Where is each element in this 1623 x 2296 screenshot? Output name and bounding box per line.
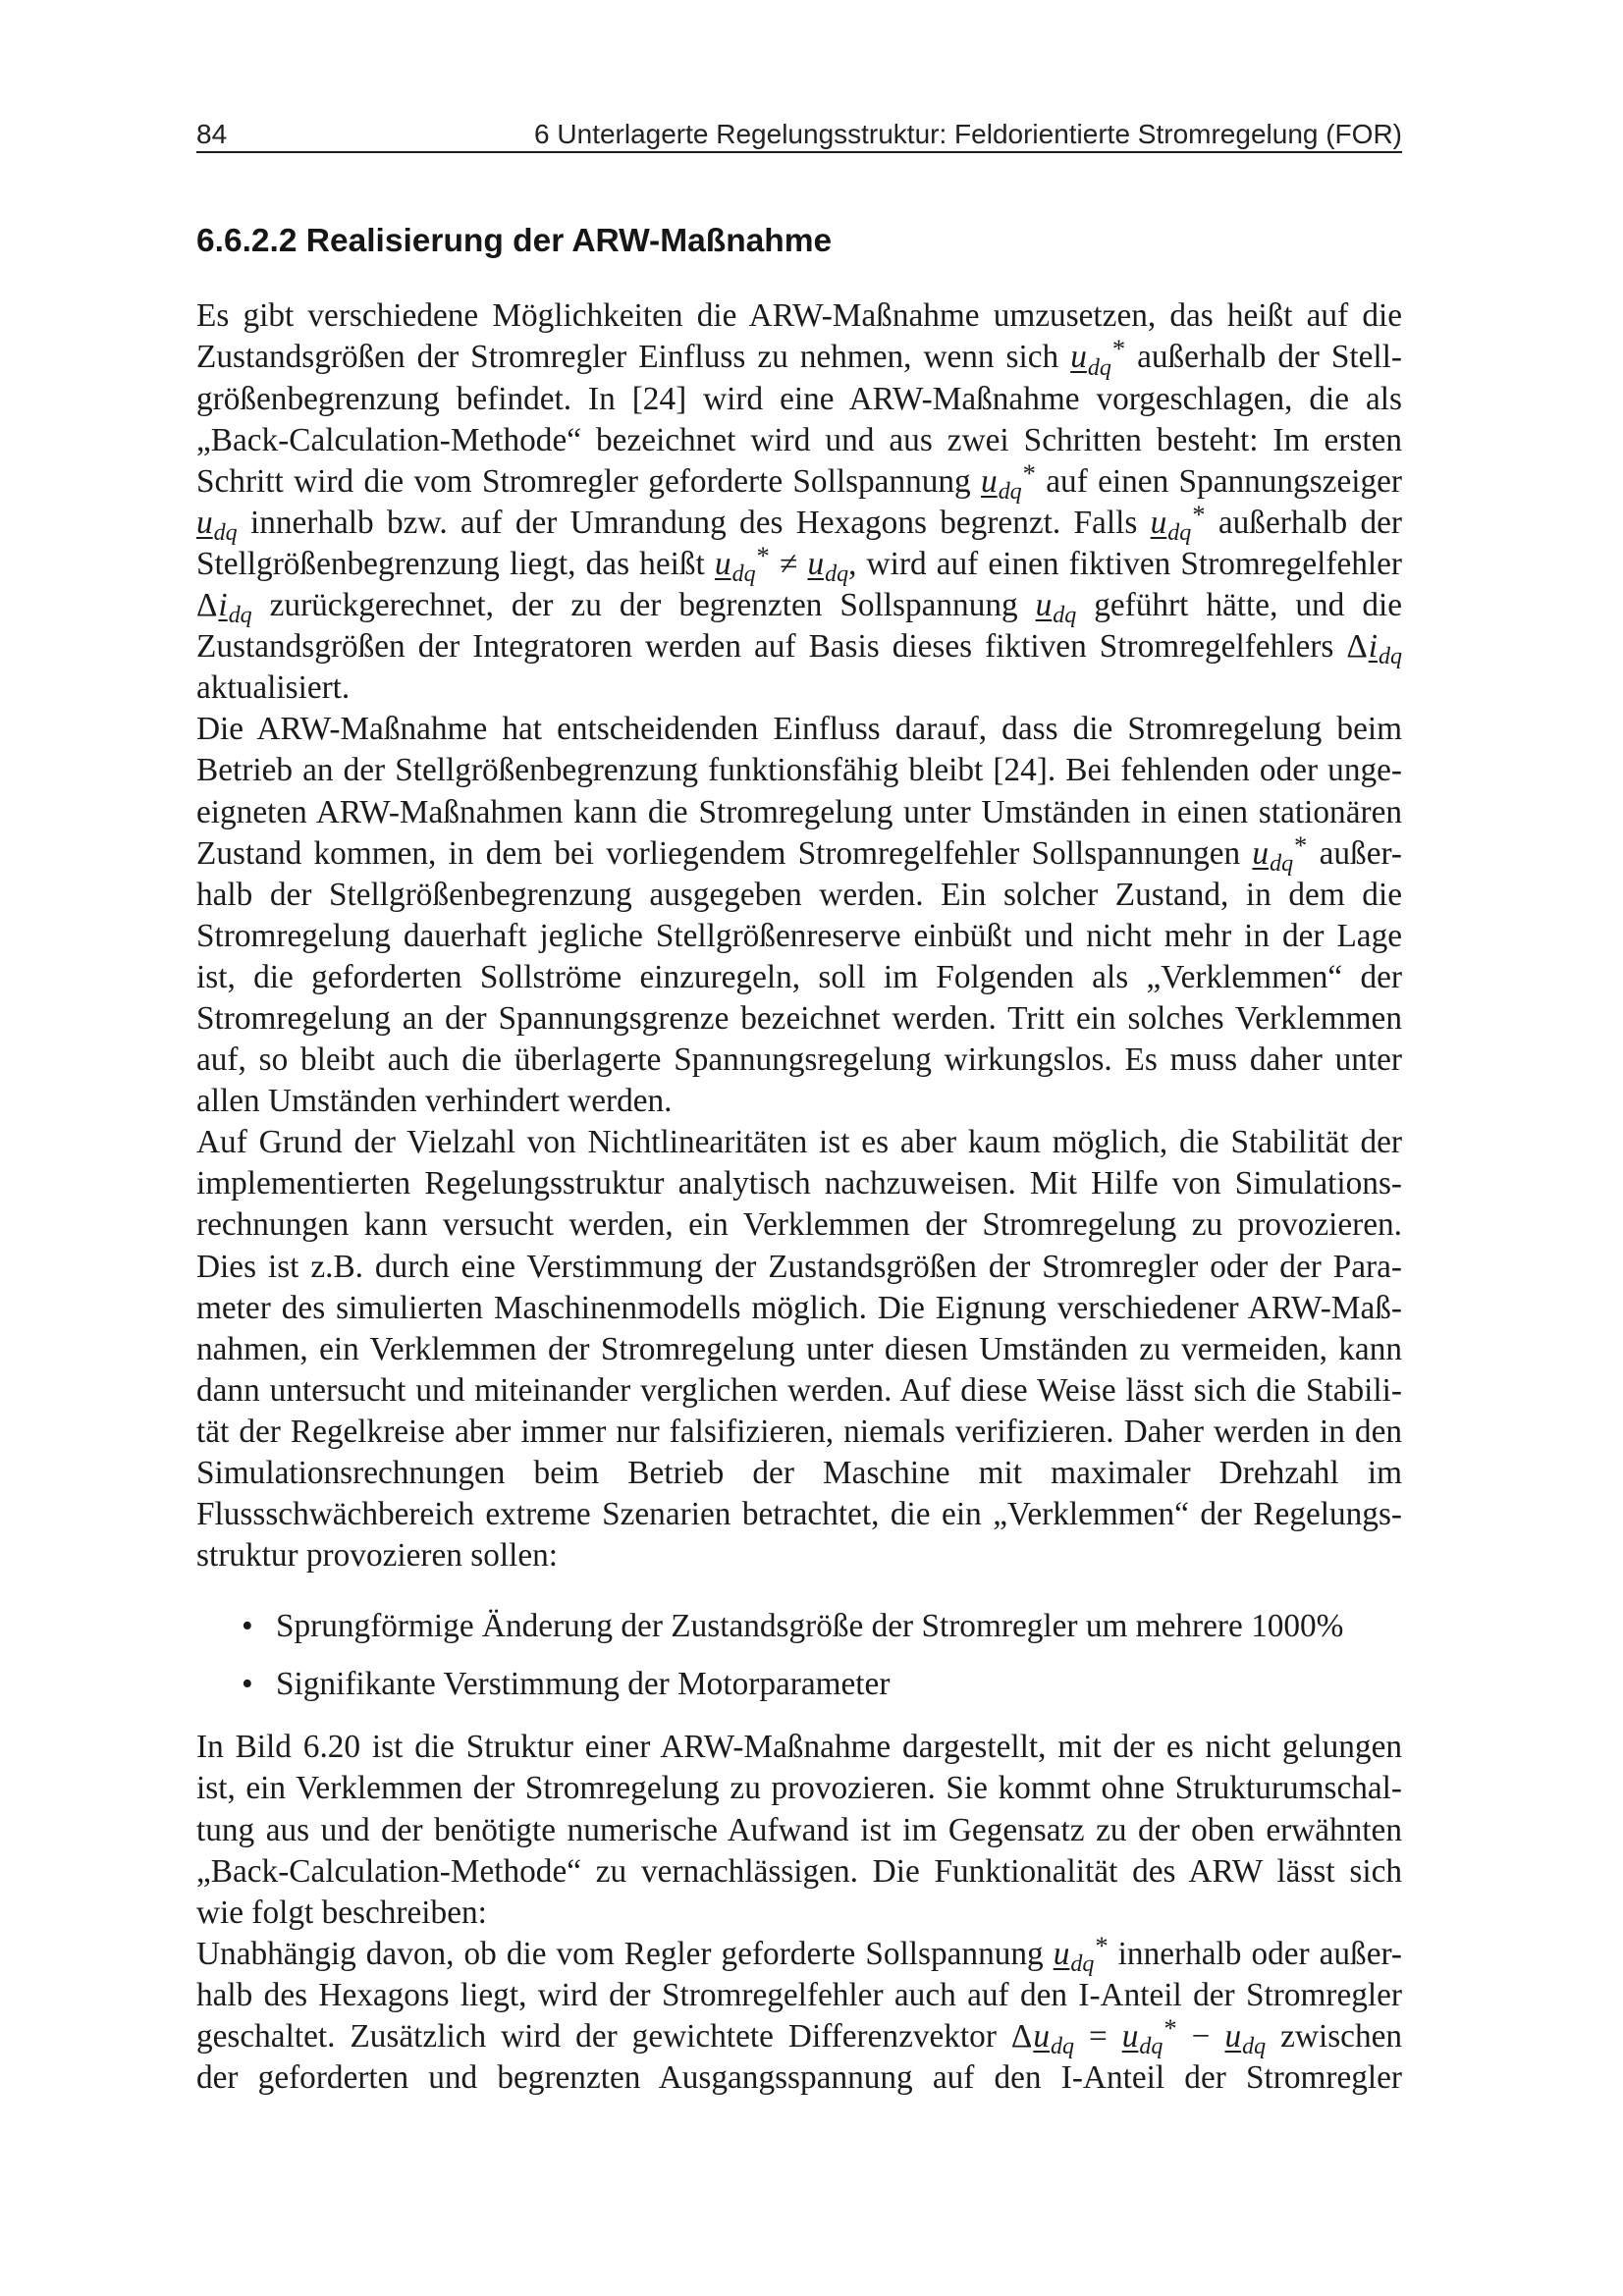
text-line — [196, 420, 1402, 461]
text-run: Unabhängig davon, ob die vom Regler geforderte Sollspannung — [196, 1935, 1054, 1972]
body-text — [196, 295, 1402, 2099]
text-line — [196, 2012, 1403, 2060]
text-line — [196, 1727, 1402, 1768]
text-line — [196, 334, 1403, 381]
math-subscript: dq — [1139, 2034, 1163, 2060]
text-line-content — [196, 1081, 672, 1122]
text-run: innerhalb bzw. auf der Umrandung des Hexagons begrenzt. Falls — [237, 504, 1151, 541]
text-line-content — [196, 457, 1402, 505]
math-symbol — [714, 540, 770, 588]
math-subscript: dq — [731, 561, 756, 588]
paragraph — [196, 295, 1402, 709]
text-line-content — [196, 1768, 1402, 1809]
text-line — [196, 1163, 1402, 1204]
math-superscript: * — [1294, 829, 1308, 860]
math-subscript: dq — [1270, 850, 1294, 877]
section-title: Realisierung der ARW-Maßnahme — [305, 223, 833, 259]
text-line-content — [196, 1535, 558, 1576]
text-run: halb der Stellgrößenbegrenzung ausgegeben werden. Ein solcher Zustand, in dem die — [196, 876, 1402, 913]
math-subscript: dq — [1167, 520, 1192, 547]
text-line — [196, 1494, 1402, 1535]
math-superscript: * — [1022, 457, 1036, 488]
text-line — [196, 1204, 1402, 1246]
text-run: größenbegrenzung befindet. In [24] wird eine ARW-Maßnahme vorgeschlagen, die als — [196, 380, 1402, 417]
text-run: der geforderten und begrenzten Ausgangsspannung auf den I-Anteil der Stromregler — [196, 2059, 1402, 2097]
text-line — [196, 585, 1402, 629]
math-variable: u — [981, 462, 998, 500]
text-run: „Back-Calculation-Methode“ zu vernachlässigen. Die Funktionalität des ARW lässt sich — [196, 1852, 1402, 1890]
text-line-content — [196, 1122, 1402, 1163]
text-line-content — [196, 420, 1402, 461]
text-run: Flussschwächbereich extreme Szenarien betrachtet, die ein „Verklemmen“ der Regelungs- — [196, 1496, 1402, 1533]
math-variable: u — [1150, 504, 1167, 541]
paragraph — [196, 709, 1402, 1122]
text-line-content — [196, 1329, 1402, 1370]
text-line-content — [196, 1204, 1402, 1246]
math-delta: Δ — [1010, 2018, 1033, 2056]
text-line — [196, 1081, 1402, 1122]
text-run: Es gibt verschiedene Möglichkeiten die ARW-Maßnahme umzusetzen, das heißt auf die — [196, 297, 1402, 335]
bullet-item-text: Signifikante Verstimmung der Motorparameter — [276, 1665, 891, 1702]
text-line — [196, 1453, 1402, 1494]
text-run: wie folgt beschreiben: — [196, 1894, 487, 1931]
text-run: Dies ist z.B. durch eine Verstimmung der Zustandsgrößen der Stromregler oder der Para- — [196, 1248, 1402, 1285]
text-run: Stellgrößenbegrenzung liegt, das heißt — [196, 545, 715, 582]
math-symbol — [1035, 587, 1077, 629]
text-line-content — [196, 1930, 1402, 1978]
math-variable: u — [714, 545, 731, 582]
page-number: 84 — [196, 118, 228, 149]
math-symbol — [1053, 1930, 1109, 1978]
text-line — [196, 1893, 1402, 1934]
text-line — [196, 667, 1402, 709]
text-line — [196, 998, 1402, 1040]
math-variable: u — [1224, 2018, 1242, 2056]
text-line — [196, 295, 1402, 337]
text-line-content — [196, 1975, 1402, 2016]
math-symbol — [1121, 2012, 1177, 2060]
math-symbol — [1346, 628, 1402, 670]
text-run: Zustandsgrößen der Stromregler Einfluss zu nehmen, wenn sich — [196, 339, 1071, 376]
math-subscript: dq — [1070, 1951, 1095, 1978]
math-variable: u — [1035, 587, 1053, 624]
text-run: meter des simulierten Maschinenmodells möglich. Die Eignung verschiedener ARW-Maß- — [196, 1289, 1402, 1326]
text-run: zwischen — [1266, 2018, 1403, 2056]
text-line — [196, 1247, 1402, 1288]
section-heading — [196, 223, 832, 259]
text-line — [196, 1768, 1402, 1809]
text-run: aktualisiert. — [196, 669, 351, 707]
math-superscript: * — [1095, 1930, 1109, 1960]
text-line-content — [196, 957, 1402, 998]
math-symbol — [1252, 829, 1308, 877]
text-run: eigneten ARW-Maßnahmen kann die Stromregelung unter Umständen in einen stationären — [196, 793, 1402, 830]
text-line — [196, 457, 1402, 505]
math-symbol — [1070, 334, 1126, 381]
text-run: außerhalb der Stell- — [1125, 339, 1403, 376]
text-line-content — [196, 334, 1403, 381]
text-run: rechnungen kann versucht werden, ein Verklemmen der Stromregelung zu provozieren. — [196, 1206, 1402, 1244]
math-variable: u — [196, 504, 213, 541]
text-run: allen Umständen verhindert werden. — [196, 1083, 673, 1120]
text-run: Die ARW-Maßnahme hat entscheidenden Einfluss darauf, dass die Stromregelung beim — [196, 711, 1402, 748]
bullet-list — [196, 1606, 1402, 1705]
text-run: implementierten Regelungsstruktur analytisch nachzuweisen. Mit Hilfe von Simulations- — [196, 1165, 1402, 1202]
text-line-content — [196, 1412, 1402, 1453]
text-run: auf einen Spannungszeiger — [1035, 462, 1402, 500]
math-symbol — [1150, 499, 1206, 547]
text-line — [196, 1535, 1402, 1576]
running-title: 6 Unterlagerte Regelungsstruktur: Feldorientierte Stromregelung (FOR) — [534, 118, 1402, 149]
text-run: zurückgerechnet, der zu der begrenzten Sollspannung — [251, 587, 1036, 624]
text-line-content — [196, 875, 1402, 916]
math-subscript: dq — [1379, 644, 1402, 670]
text-run: − — [1176, 2018, 1225, 2056]
math-symbol — [807, 545, 849, 588]
math-subscript: dq — [228, 603, 252, 629]
math-symbol — [981, 457, 1036, 505]
text-run: struktur provozieren sollen: — [196, 1537, 559, 1575]
text-line — [196, 750, 1402, 791]
text-line-content — [196, 1810, 1402, 1851]
text-run: = — [1073, 2018, 1122, 2056]
math-variable: u — [1070, 339, 1087, 376]
text-line-content — [196, 667, 350, 709]
math-variable: u — [807, 545, 825, 582]
text-run: , wird auf einen fiktiven Stromregelfehler — [848, 545, 1402, 582]
text-line — [196, 957, 1402, 998]
text-run: halb des Hexagons liegt, wird der Stromregelfehler auch auf den I-Anteil der Stromregler — [196, 1976, 1402, 2013]
text-line-content — [196, 295, 1402, 337]
text-run: nahmen, ein Verklemmen der Stromregelung unter diesen Umständen zu vermeiden, kann — [196, 1330, 1402, 1367]
text-line — [196, 1370, 1402, 1412]
text-line — [196, 709, 1402, 750]
bullet-item-text: Sprungförmige Änderung der Zustandsgröße der Stromregler um mehrere 1000% — [276, 1608, 1344, 1645]
text-line-content — [196, 1727, 1402, 1768]
text-run: tät der Regelkreise aber immer nur falsifizieren, niemals verifizieren. Daher werden in den — [196, 1413, 1402, 1450]
text-line-content — [196, 709, 1402, 750]
text-line-content — [196, 2057, 1402, 2099]
text-line-content — [196, 379, 1402, 420]
text-run: In Bild 6.20 ist die Struktur einer ARW-Maßnahme dargestellt, mit der es nicht gelungen — [196, 1729, 1402, 1766]
text-run: Stromregelung an der Spannungsgrenze bezeichnet werden. Tritt ein solches Verklemmen — [196, 999, 1402, 1037]
text-line — [196, 829, 1402, 877]
text-run: geschaltet. Zusätzlich wird der gewichtete Differenzvektor — [196, 2018, 1011, 2056]
text-run: auf, so bleibt auch die überlagerte Spannungsregelung wirkungslos. Es muss daher unter — [196, 1041, 1402, 1079]
text-line — [196, 499, 1402, 547]
paragraph — [196, 1930, 1403, 2099]
text-line — [196, 1329, 1402, 1370]
text-run: innerhalb oder außer- — [1108, 1935, 1402, 1972]
text-run: Schritt wird die vom Stromregler geforderte Sollspannung — [196, 462, 982, 500]
text-line — [196, 626, 1402, 670]
math-subscript: dq — [1053, 603, 1077, 629]
math-variable: u — [1033, 2018, 1050, 2056]
text-line-content — [196, 1494, 1402, 1535]
text-run: Zustand kommen, in dem bei vorliegendem Stromregelfehler Sollspannungen — [196, 834, 1253, 872]
math-delta: Δ — [196, 587, 218, 624]
text-line — [196, 1930, 1402, 1978]
math-variable: i — [1368, 628, 1379, 666]
math-subscript: dq — [998, 478, 1022, 505]
math-subscript: dq — [213, 520, 238, 547]
math-variable: i — [218, 587, 228, 624]
text-run: außerhalb der — [1205, 504, 1402, 541]
text-line — [196, 1975, 1402, 2016]
running-header — [196, 119, 1402, 149]
text-run: geführt hätte, und die — [1076, 587, 1402, 624]
bullet-item — [196, 1664, 1402, 1705]
math-superscript: * — [1192, 499, 1206, 529]
text-run: Betrieb an der Stellgrößenbegrenzung funktionsfähig bleibt [24]. Bei fehlenden oder unge- — [196, 752, 1402, 789]
text-line-content — [196, 1288, 1402, 1329]
text-line-content — [196, 916, 1402, 957]
math-variable: u — [1252, 834, 1270, 872]
math-subscript: dq — [1242, 2034, 1267, 2060]
text-run: ist, die geforderten Sollströme einzuregeln, soll im Folgenden als „Verklemmen“ der — [196, 958, 1402, 995]
math-delta: Δ — [1346, 628, 1368, 666]
paragraph — [196, 1727, 1402, 1933]
text-line — [196, 1412, 1402, 1453]
text-line — [196, 2057, 1402, 2099]
text-line-content — [196, 792, 1402, 833]
bullet-marker: • — [242, 1665, 253, 1702]
text-run: tung aus und der benötigte numerische Aufwand ist im Gegensatz zu der oben erwähnten — [196, 1811, 1402, 1848]
text-line — [196, 1288, 1402, 1329]
text-run: Auf Grund der Vielzahl von Nichtlinearitäten ist es aber kaum möglich, die Stabilität der — [196, 1124, 1402, 1161]
text-line — [196, 1851, 1402, 1893]
text-line-content — [196, 1370, 1402, 1412]
text-line-content — [196, 1893, 487, 1934]
text-run: dann untersucht und miteinander verglichen werden. Auf diese Weise lässt sich die Stabili- — [196, 1371, 1402, 1409]
text-run: Stromregelung dauerhaft jegliche Stellgrößenreserve einbüßt und nicht mehr in der Lage — [196, 917, 1402, 954]
paragraph — [196, 1122, 1402, 1576]
header-rule — [196, 151, 1402, 153]
text-line-content — [196, 2012, 1403, 2060]
math-variable: u — [1121, 2018, 1139, 2056]
text-line-content — [196, 585, 1402, 629]
text-run: Zustandsgrößen der Integratoren werden auf Basis dieses fiktiven Stromregelfehlers — [196, 628, 1347, 666]
text-line-content — [196, 1453, 1402, 1494]
text-run: ist, ein Verklemmen der Stromregelung zu provozieren. Sie kommt ohne Strukturumschal- — [196, 1770, 1402, 1807]
text-run: „Back-Calculation-Methode“ bezeichnet wird und aus zwei Schritten besteht: Im ersten — [196, 421, 1402, 458]
text-line — [196, 875, 1402, 916]
math-symbol — [196, 504, 238, 547]
math-superscript: * — [1111, 334, 1126, 364]
text-line — [196, 916, 1402, 957]
text-line-content — [196, 1247, 1402, 1288]
text-line-content — [196, 829, 1402, 877]
text-line-content — [196, 626, 1402, 670]
math-variable: u — [1053, 1935, 1070, 1972]
text-line — [196, 792, 1402, 833]
text-line-content — [196, 998, 1402, 1040]
text-line — [196, 379, 1402, 420]
text-run: ≠ — [769, 545, 808, 582]
bullet-marker: • — [242, 1608, 253, 1645]
text-run: außer- — [1307, 834, 1402, 872]
text-line — [196, 1122, 1402, 1163]
math-subscript: dq — [825, 561, 849, 588]
text-line-content — [196, 750, 1402, 791]
math-subscript: dq — [1051, 2034, 1074, 2060]
math-superscript: * — [1163, 2012, 1177, 2043]
section-number: 6.6.2.2 — [196, 223, 298, 259]
text-line-content — [196, 499, 1402, 547]
text-line-content — [196, 1851, 1402, 1893]
text-run: Simulationsrechnungen beim Betrieb der Maschine mit maximaler Drehzahl im — [196, 1455, 1402, 1492]
text-line-content — [196, 1040, 1402, 1081]
text-line-content — [196, 540, 1402, 588]
math-subscript: dq — [1087, 354, 1111, 381]
text-line-content — [196, 1163, 1402, 1204]
math-symbol — [1010, 2018, 1074, 2060]
text-line — [196, 1040, 1402, 1081]
bullet-item — [196, 1606, 1402, 1647]
text-line — [196, 540, 1402, 588]
math-symbol — [1224, 2018, 1267, 2060]
math-symbol — [196, 587, 252, 629]
math-superscript: * — [756, 540, 770, 570]
text-line — [196, 1810, 1402, 1851]
